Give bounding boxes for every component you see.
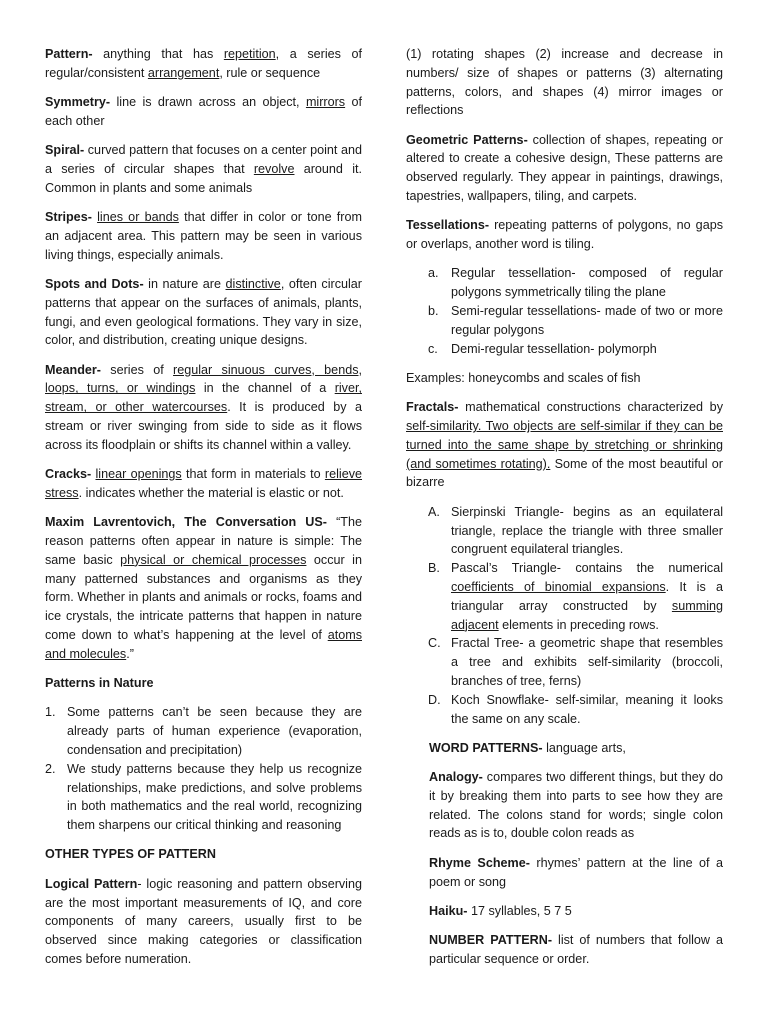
list-item: A. Sierpinski Triangle- begins as an equilateral triangle, replace the triangle with three smaller congruent equilateral triangles. xyxy=(428,504,723,557)
term: Cracks- xyxy=(45,467,92,482)
meander-definition: Meander- series of regular sinuous curves, bends, loops, turns, or windings in the channel of a river, stream, or other watercourses. It is produced by a stream or river swinging from side to side as it flows across its floodplain or shifts its channel within a valley. xyxy=(45,362,362,452)
number-pattern-definition: NUMBER PATTERN- list of numbers that follow a particular sequence or order. xyxy=(429,933,724,966)
term: Pattern- xyxy=(45,47,93,61)
rhyme-scheme-definition: Rhyme Scheme- rhymes’ pattern at the line of a poem or song xyxy=(429,855,723,889)
term: Spiral- xyxy=(45,143,85,158)
term: Rhyme Scheme- xyxy=(429,855,530,870)
term: Stripes- xyxy=(45,210,92,225)
list-item: b. Semi-regular tessellations- made of two or more regular polygons xyxy=(428,304,723,337)
list-item: a. Regular tessellation- composed of regular polygons symmetrically tiling the plane xyxy=(428,266,723,300)
term: Meander- xyxy=(45,362,101,377)
pattern-ways: (1) rotating shapes (2) increase and decrease in numbers/ size of shapes or patterns (3) alternating patterns, colors, and shapes (4) mirror images or reflections xyxy=(406,47,723,118)
term: NUMBER PATTERN- xyxy=(429,933,553,948)
list-item: c. Demi-regular tessellation- polymorph xyxy=(428,341,657,356)
term: Logical Pattern xyxy=(45,876,138,891)
haiku-definition: Haiku- 17 syllables, 5 7 5 xyxy=(429,903,572,918)
word-patterns-line: WORD PATTERNS- language arts, xyxy=(429,740,626,755)
list-item: 1. Some patterns can’t be seen because they are already parts of human experience (evaporation, condensation and precipitation) xyxy=(45,705,362,757)
nature-list xyxy=(45,703,362,835)
list-item: D. Koch Snowflake- self-similar, meaning it looks the same on any scale. xyxy=(428,692,723,726)
term: WORD PATTERNS- xyxy=(429,740,543,755)
examples-line: Examples: honeycombs and scales of fish xyxy=(406,370,641,385)
spots-definition: Spots and Dots- in nature are distinctive, often circular patterns that appear on the surfaces of animals, plants, fungi, and even geological formations. They vary in size, color, and distribution, creating unique designs. xyxy=(45,276,362,348)
stripes-definition: Stripes- lines or bands that differ in color or tone from an adjacent area. This pattern may be seen in various living things, especially animals. xyxy=(45,210,362,262)
spiral-definition: Spiral- curved pattern that focuses on a center point and a series of circular shapes that revolve around it. Common in plants and some animals xyxy=(45,143,362,195)
fractals-definition: Fractals- mathematical constructions characterized by self-similarity. Two objects are self-similar if they can be turned into the same shape by stretching or shrinking (and sometimes rotating). Some of the most beautiful or bizarre xyxy=(406,400,723,490)
fractal-list xyxy=(406,503,723,729)
term: Symmetry- xyxy=(45,95,111,110)
list-item: B. Pascal’s Triangle- contains the numerical coefficients of binomial expansions. It is a triangular array constructed by summing adjacent elements in preceding rows. xyxy=(428,561,724,632)
tessellation-definition: Tessellations- repeating patterns of polygons, no gaps or overlaps, another word is tiling. xyxy=(406,218,723,252)
geometric-definition: Geometric Patterns- collection of shapes, repeating or altered to create a cohesive design, These patterns are observed regularly. They appear in paintings, drawings, tapestries, wallpapers, tiling, and carpets. xyxy=(406,132,723,204)
left-column xyxy=(45,45,362,979)
analogy-definition: Analogy- compares two different things, but they do it by breaking them into parts to see how they are related. The colons stand for words; single colon reads as is to, double colon reads as xyxy=(429,770,723,841)
quote-paragraph: Maxim Lavrentovich, The Conversation US- “The reason patterns often appear in nature is simple: The same basic physical or chemical processes occur in many patterned substances and organisms as they form. Whether in plants and animals or rocks, foams and ice crystals, the intricate patterns that happen in nature come down to what’s happening at the level of atoms and molecules.” xyxy=(45,515,362,661)
term: Analogy- xyxy=(429,770,483,785)
logical-pattern-definition: Logical Pattern- logic reasoning and pattern observing are the most important measurements of IQ, and core components of many careers, usually first to be observed since making categories or classification comes before numeration. xyxy=(45,876,362,966)
pattern-definition: Pattern- anything that has repetition, a series of regular/consistent arrangement, rule or sequence xyxy=(45,47,362,80)
symmetry-definition: Symmetry- line is drawn across an object, mirrors of each other xyxy=(45,95,362,128)
cracks-definition: Cracks- linear openings that form in materials to relieve stress. indicates whether the material is elastic or not. xyxy=(45,467,363,500)
tessellation-list xyxy=(406,264,723,358)
term: Spots and Dots- xyxy=(45,276,144,291)
list-item: 2. We study patterns because they help us recognize relationships, make predictions, and solve problems in both mathematics and the real world, recognizing them sharpens our critical thinking and reasoning xyxy=(45,761,362,833)
term: Geometric Patterns- xyxy=(406,132,528,147)
term: Fractals- xyxy=(406,400,459,415)
list-item: C. Fractal Tree- a geometric shape that resembles a tree and exhibits self-similarity (broccoli, branches of tree, ferns) xyxy=(428,636,723,688)
term: Haiku- xyxy=(429,903,468,918)
section-heading: OTHER TYPES OF PATTERN xyxy=(45,847,216,862)
term: Maxim Lavrentovich, The Conversation US- xyxy=(45,515,327,530)
term: Tessellations- xyxy=(406,218,490,233)
section-heading: Patterns in Nature xyxy=(45,676,154,691)
right-column xyxy=(406,45,723,979)
